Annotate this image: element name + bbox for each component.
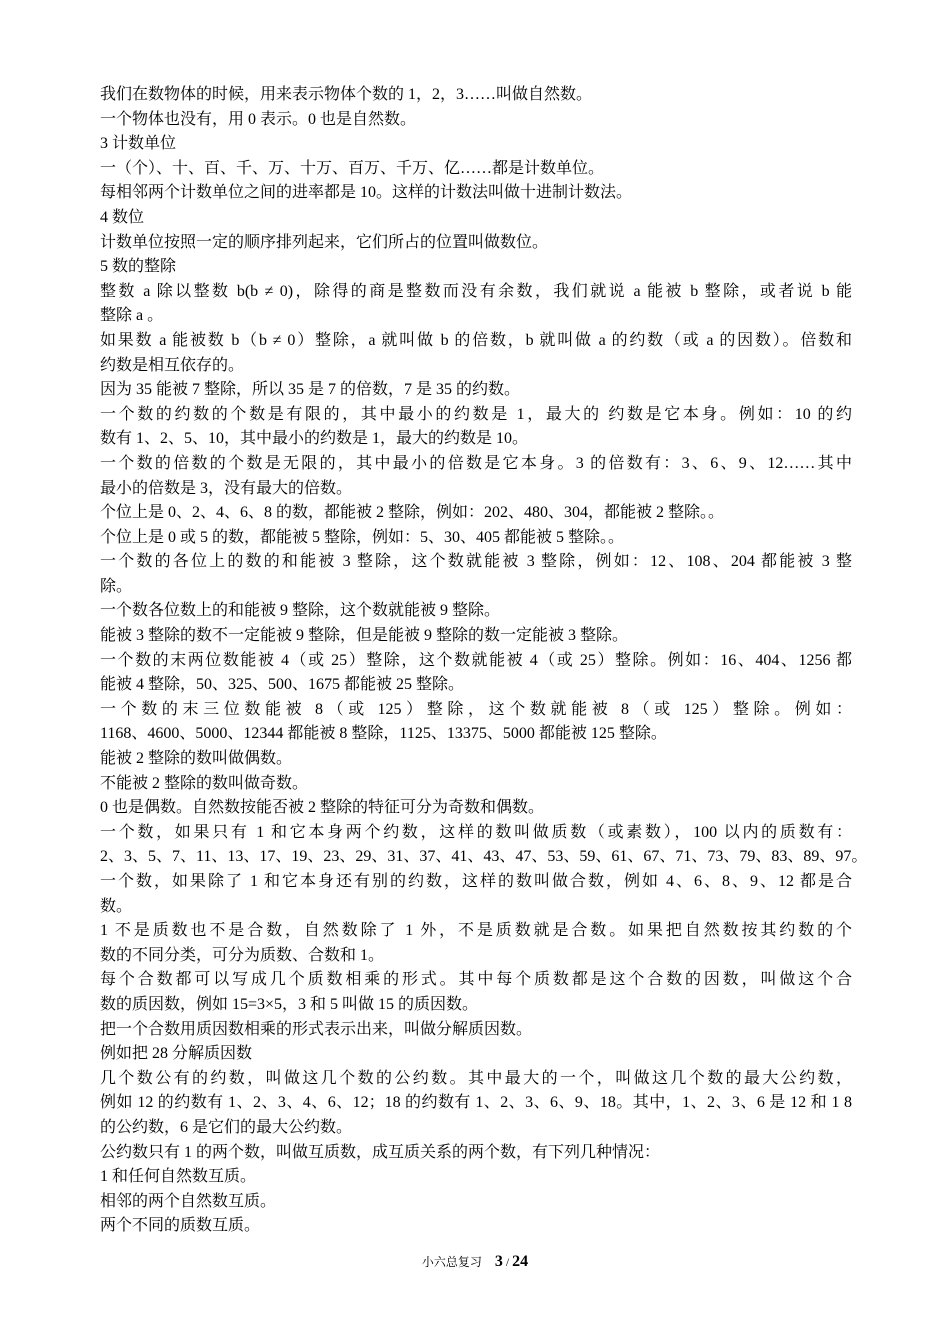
- text-line: 最小的倍数是 3，没有最大的倍数。: [100, 479, 353, 497]
- text-line: 如果数 a 能被数 b（b ≠ 0）整除，a 就叫做 b 的倍数，b 就叫做 a 的约数（或 a 的因数）。倍数和: [100, 331, 852, 349]
- text-line: 一个数的倍数的个数是无限的，其中最小的倍数是它本身。3 的倍数有：3、6、9、12……其中: [100, 454, 852, 472]
- text-line: 1 和任何自然数互质。: [100, 1168, 257, 1186]
- text-line: 能被 2 整除的数叫做偶数。: [100, 750, 293, 768]
- document-body: [100, 83, 868, 1239]
- text-line: 1168、4600、5000、12344 都能被 8 整除，1125、13375、5000 都能被 125 整除。: [100, 725, 667, 743]
- text-line: 计数单位按照一定的顺序排列起来，它们所占的位置叫做数位。: [100, 233, 549, 251]
- text-line: 我们在数物体的时候，用来表示物体个数的 1，2，3……叫做自然数。: [100, 86, 593, 103]
- text-line: 一（个）、十、百、千、万、十万、百万、千万、亿……都是计数单位。: [100, 159, 605, 177]
- text-line: 整数 a 除以整数 b(b ≠ 0)，除得的商是整数而没有余数，我们就说 a 能被 b 整除，或者说 b 能: [100, 282, 852, 300]
- text-line: 一个数，如果除了 1 和它本身还有别的约数，这样的数叫做合数，例如 4、6、8、9、12 都是合: [100, 873, 852, 890]
- text-line: 把一个合数用质因数相乘的形式表示出来，叫做分解质因数。: [100, 1020, 533, 1038]
- text-line: 数。: [100, 897, 133, 915]
- text-line: 一个数的末三位数能被 8（或 125）整除，这个数就能被 8（或 125）整除。例如：: [100, 700, 852, 718]
- text-line: 例如 12 的约数有 1、2、3、4、6、12；18 的约数有 1、2、3、6、9、18。其中，1、2、3、6 是 12 和 1 8: [100, 1094, 852, 1112]
- text-line: 不能被 2 整除的数叫做奇数。: [100, 774, 309, 792]
- text-line: 的公约数，6 是它们的最大公约数。: [100, 1118, 353, 1136]
- text-line: 每个合数都可以写成几个质数相乘的形式。其中每个质数都是这个合数的因数，叫做这个合: [100, 971, 852, 989]
- text-line: 例如把 28 分解质因数: [100, 1045, 253, 1063]
- text-line: 一个数的各位上的数的和能被 3 整除，这个数就能被 3 整除，例如：12、108、204 都能被 3 整: [100, 553, 852, 571]
- text-line: 5 数的整除: [100, 258, 177, 276]
- text-line: 一个数的末两位数能被 4（或 25）整除，这个数就能被 4（或 25）整除。例如：16、404、1256 都: [100, 651, 852, 669]
- text-line: 0 也是偶数。自然数按能否被 2 整除的特征可分为奇数和偶数。: [100, 799, 545, 817]
- text-line: 几个数公有的约数，叫做这几个数的公约数。其中最大的一个，叫做这几个数的最大公约数，: [100, 1069, 852, 1087]
- text-line: 能被 4 整除，50、325、500、1675 都能被 25 整除。: [100, 676, 465, 694]
- text-line: 一个物体也没有，用 0 表示。0 也是自然数。: [100, 110, 417, 128]
- text-line: 两个不同的质数互质。: [100, 1217, 261, 1235]
- text-line: 一个数各位数上的和能被 9 整除，这个数就能被 9 整除。: [100, 602, 501, 620]
- text-line: 数有 1、2、5、10，其中最小的约数是 1，最大的约数是 10。: [100, 430, 529, 448]
- page-number-current: 3: [494, 1253, 503, 1270]
- text-line: 3 计数单位: [100, 135, 177, 153]
- page-number-total: 24: [512, 1253, 529, 1270]
- text-line: 整除 a 。: [100, 307, 164, 325]
- page-number-separator: /: [505, 1255, 510, 1269]
- page-footer: [0, 1252, 950, 1272]
- text-line: 个位上是 0 或 5 的数，都能被 5 整除，例如：5、30、405 都能被 5 整除。。: [100, 528, 625, 546]
- text-line: 4 数位: [100, 208, 145, 226]
- text-line: 一个数，如果只有 1 和它本身两个约数，这样的数叫做质数（或素数），100 以内的质数有：: [100, 823, 852, 841]
- text-line: 每相邻两个计数单位之间的进率都是 10。这样的计数法叫做十进制计数法。: [100, 184, 633, 202]
- text-line: 能被 3 整除的数不一定能被 9 整除，但是能被 9 整除的数一定能被 3 整除。: [100, 627, 629, 645]
- text-line: 1 不是质数也不是合数，自然数除了 1 外，不是质数就是合数。如果把自然数按其约数的个: [100, 922, 852, 940]
- text-line: 一个数的约数的个数是有限的，其中最小的约数是 1，最大的 约数是它本身。例如：10 的约: [100, 405, 852, 423]
- text-line: 因为 35 能被 7 整除，所以 35 是 7 的倍数，7 是 35 的约数。: [100, 381, 521, 399]
- text-line: 2、3、5、7、11、13、17、19、23、29、31、37、41、43、47、53、59、61、67、71、73、79、83、89、97。: [100, 848, 868, 866]
- text-line: 约数是相互依存的。: [100, 356, 245, 374]
- text-line: 除。: [100, 577, 133, 595]
- text-line: 数的不同分类，可分为质数、合数和 1。: [100, 946, 385, 964]
- text-line: 公约数只有 1 的两个数，叫做互质数，成互质关系的两个数，有下列几种情况：: [100, 1143, 661, 1161]
- footer-title: 小六总复习: [421, 1255, 482, 1269]
- text-line: 个位上是 0、2、4、6、8 的数，都能被 2 整除，例如：202、480、304，都能被 2 整除。。: [100, 504, 725, 522]
- text-line: 数的质因数，例如 15=3×5，3 和 5 叫做 15 的质因数。: [100, 995, 479, 1013]
- text-line: 相邻的两个自然数互质。: [100, 1192, 277, 1210]
